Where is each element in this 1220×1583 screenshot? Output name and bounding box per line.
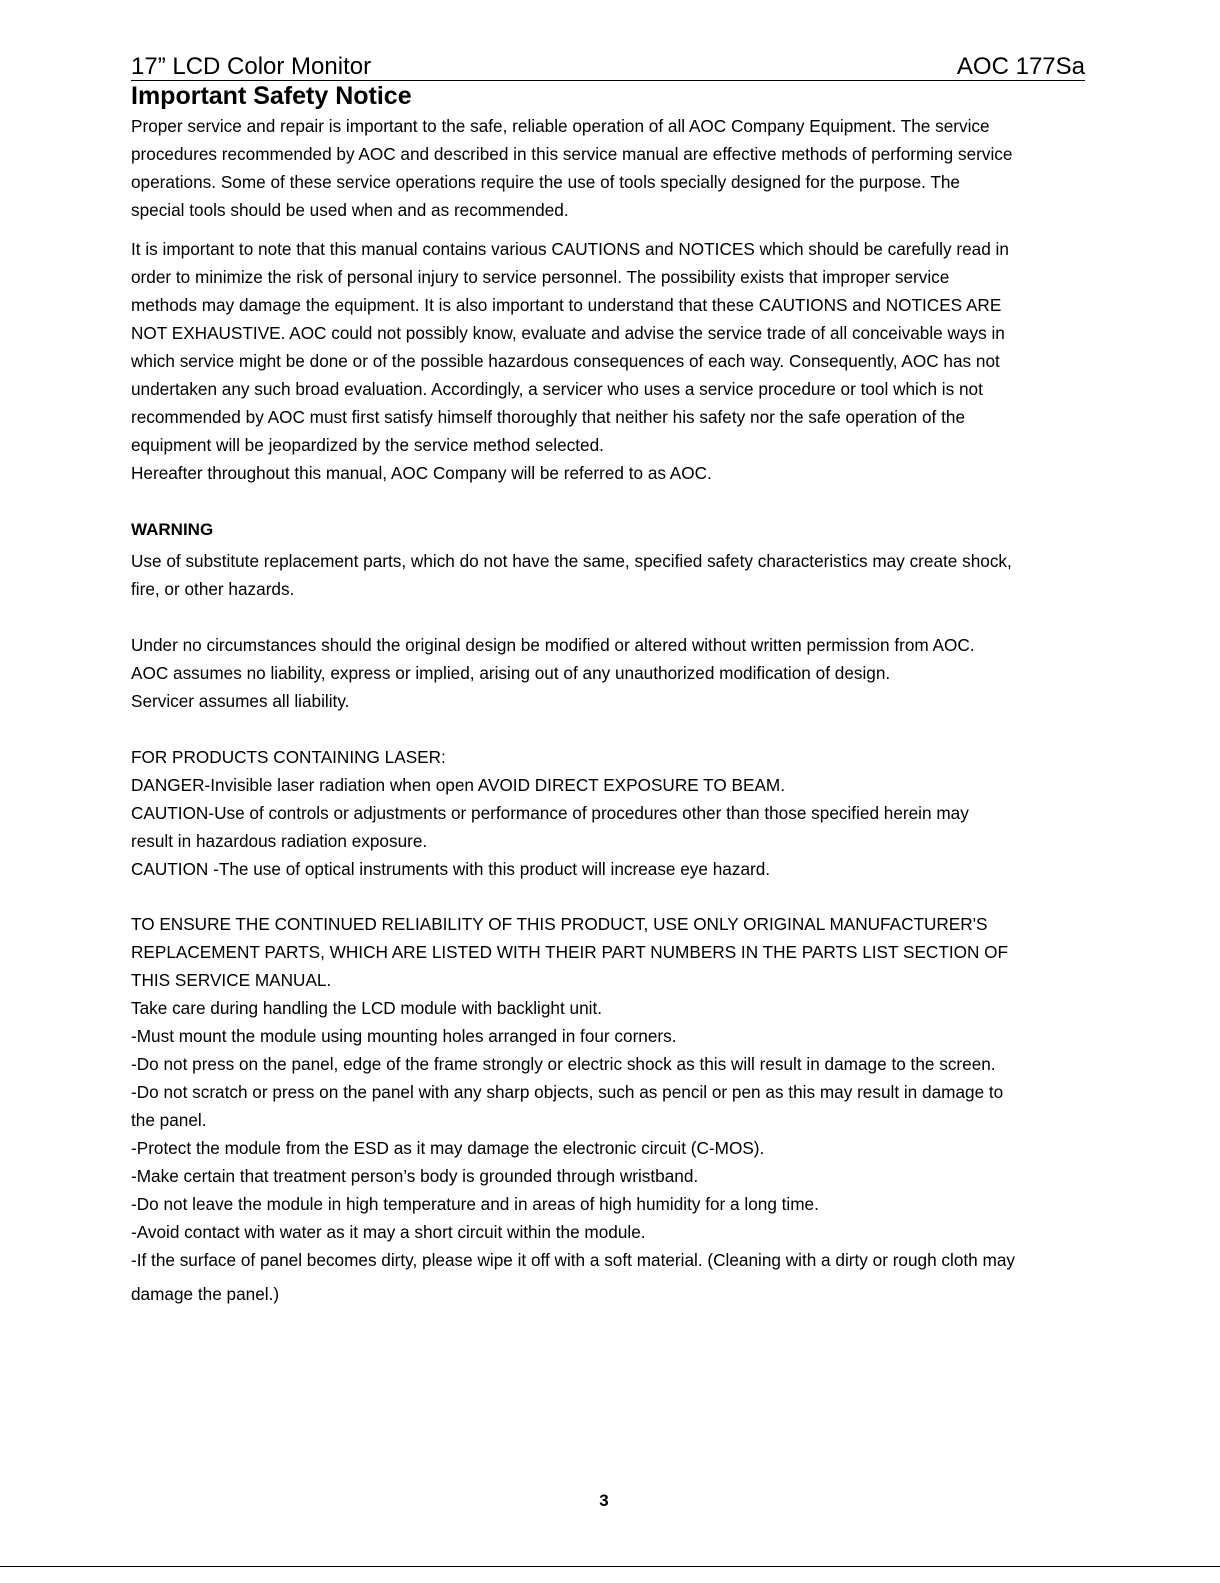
intro-line: procedures recommended by AOC and described in this service manual are effective methods of performing service (131, 144, 1013, 164)
reliability-line: REPLACEMENT PARTS, WHICH ARE LISTED WITH THEIR PART NUMBERS IN THE PARTS LIST SECTION OF (131, 942, 1009, 962)
laser-line: CAUTION-Use of controls or adjustments or performance of procedures other than those specified herein may (131, 803, 969, 823)
cautions-line: Hereafter throughout this manual, AOC Company will be referred to as AOC. (131, 463, 712, 483)
reliability-line: -Do not scratch or press on the panel with any sharp objects, such as pencil or pen as this may result in damage to (131, 1082, 1004, 1102)
reliability-line: THIS SERVICE MANUAL. (131, 970, 332, 990)
cautions-line: NOT EXHAUSTIVE. AOC could not possibly know, evaluate and advise the service trade of all conceivable ways in (131, 323, 1005, 343)
laser-line: DANGER-Invisible laser radiation when open AVOID DIRECT EXPOSURE TO BEAM. (131, 775, 786, 795)
reliability-line: -Make certain that treatment person’s body is grounded through wristband. (131, 1166, 699, 1186)
warning-heading: WARNING (131, 520, 214, 539)
warning-line: Use of substitute replacement parts, which do not have the same, specified safety characteristics may create shock, (131, 551, 1012, 571)
reliability-line: the panel. (131, 1110, 207, 1130)
page-title: Important Safety Notice (131, 82, 412, 110)
laser-paragraph (131, 743, 1087, 883)
reliability-line: TO ENSURE THE CONTINUED RELIABILITY OF THIS PRODUCT, USE ONLY ORIGINAL MANUFACTURER'S (131, 914, 988, 934)
reliability-line: -Do not press on the panel, edge of the frame strongly or electric shock as this will result in damage to the screen. (131, 1054, 996, 1074)
warning-line: fire, or other hazards. (131, 579, 295, 599)
cautions-line: methods may damage the equipment. It is also important to understand that these CAUTIONS and NOTICES ARE (131, 295, 1002, 315)
cautions-line: recommended by AOC must first satisfy himself thoroughly that neither his safety nor the safe operation of the (131, 407, 966, 427)
liability-line: Under no circumstances should the original design be modified or altered without written permission from AOC. (131, 635, 975, 655)
cautions-line: It is important to note that this manual contains various CAUTIONS and NOTICES which should be carefully read in (131, 239, 1009, 259)
intro-line: special tools should be used when and as recommended. (131, 200, 569, 220)
page-number: 3 (599, 1491, 609, 1510)
warning-paragraph (131, 547, 1087, 603)
laser-line: FOR PRODUCTS CONTAINING LASER: (131, 747, 446, 767)
reliability-line: -Do not leave the module in high temperature and in areas of high humidity for a long time. (131, 1194, 819, 1214)
cautions-line: equipment will be jeopardized by the service method selected. (131, 435, 604, 455)
intro-line: Proper service and repair is important to the safe, reliable operation of all AOC Company Equipment. The service (131, 116, 990, 136)
cautions-paragraph (131, 235, 1087, 487)
reliability-line: Take care during handling the LCD module with backlight unit. (131, 998, 603, 1018)
page-header (131, 52, 1085, 81)
liability-paragraph (131, 631, 1087, 715)
laser-line: CAUTION -The use of optical instruments with this product will increase eye hazard. (131, 859, 771, 879)
reliability-line: -Protect the module from the ESD as it may damage the electronic circuit (C-MOS). (131, 1138, 765, 1158)
laser-line: result in hazardous radiation exposure. (131, 831, 428, 851)
liability-line: Servicer assumes all liability. (131, 691, 350, 711)
cautions-line: undertaken any such broad evaluation. Accordingly, a servicer who uses a service procedure or tool which is not (131, 379, 983, 399)
bottom-divider (0, 1566, 1220, 1567)
header-model-number: AOC 177Sa (956, 53, 1085, 80)
reliability-line: -Avoid contact with water as it may a short circuit within the module. (131, 1222, 646, 1242)
reliability-line: -If the surface of panel becomes dirty, please wipe it off with a soft material. (Cleaning with a dirty or rough cloth may (131, 1250, 1015, 1270)
intro-line: operations. Some of these service operations require the use of tools specially designed for the purpose. The (131, 172, 960, 192)
intro-paragraph (131, 112, 1087, 224)
reliability-line: -Must mount the module using mounting holes arranged in four corners. (131, 1026, 677, 1046)
reliability-paragraph (131, 910, 1087, 1308)
reliability-line: damage the panel.) (131, 1284, 280, 1304)
cautions-line: which service might be done or of the possible hazardous consequences of each way. Consequently, AOC has not (131, 351, 1000, 371)
liability-line: AOC assumes no liability, express or implied, arising out of any unauthorized modification of design. (131, 663, 891, 683)
header-product-title: 17” LCD Color Monitor (131, 53, 372, 80)
cautions-line: order to minimize the risk of personal injury to service personnel. The possibility exists that improper service (131, 267, 950, 287)
